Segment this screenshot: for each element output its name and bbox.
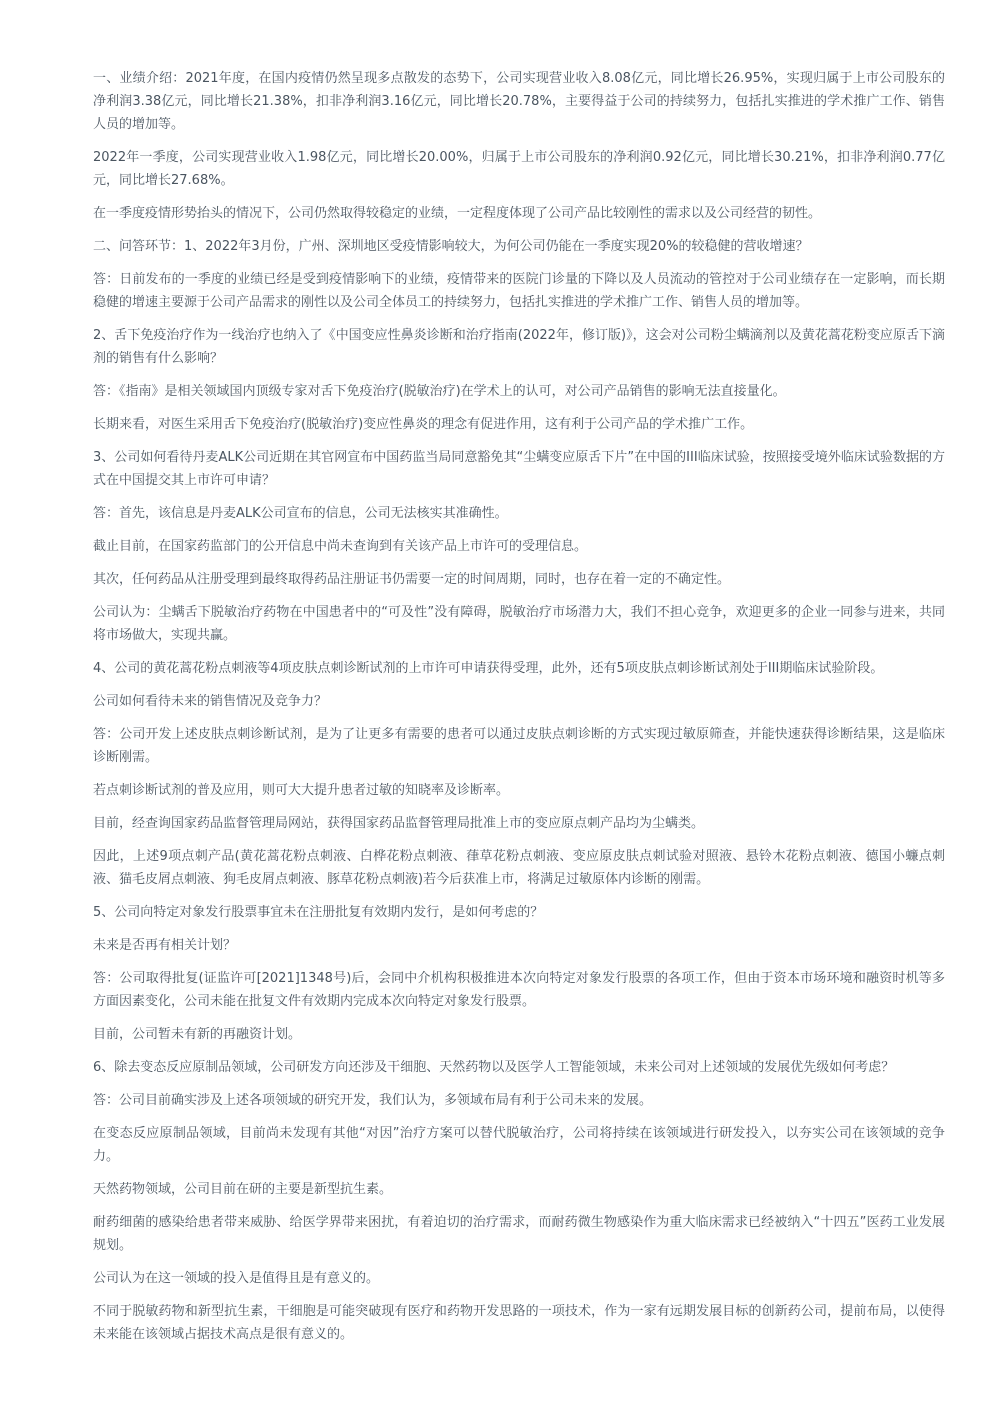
- paragraph-q1-2022-results: 2022年一季度，公司实现营业收入1.98亿元，同比增长20.00%，归属于上市公司股东的净利润0.92亿元，同比增长30.21%，扣非净利润0.77亿元，同比增长27.68%。: [93, 150, 945, 188]
- paragraph-answer-3-cont-2: 其次，任何药品从注册受理到最终取得药品注册证书仍需要一定的时间周期，同时，也存在着一定的不确定性。: [93, 572, 731, 587]
- paragraph-answer-3: 答：首先，该信息是丹麦ALK公司宣布的信息，公司无法核实其准确性。: [93, 506, 508, 521]
- document-body: [93, 67, 945, 1356]
- paragraph-answer-6-cont-5: 不同于脱敏药物和新型抗生素，干细胞是可能突破现有医疗和药物开发思路的一项技术，作为一家有远期发展目标的创新药公司，提前布局，以使得未来能在该领域占据技术高点是很有意义的。: [93, 1304, 945, 1342]
- paragraph-answer-4-cont-3: 因此，上述9项点刺产品(黄花蒿花粉点刺液、白桦花粉点刺液、葎草花粉点刺液、变应原皮肤点刺试验对照液、悬铃木花粉点刺液、德国小蠊点刺液、猫毛皮屑点刺液、狗毛皮屑点刺液、豚草花粉点刺液)若今后获准上市，将满足过敏原体内诊断的刚需。: [93, 849, 945, 887]
- paragraph-answer-6-cont-3: 耐药细菌的感染给患者带来威胁、给医学界带来困扰，有着迫切的治疗需求，而耐药微生物感染作为重大临床需求已经被纳入“十四五”医药工业发展规划。: [93, 1215, 945, 1253]
- paragraph-question-1: 二、问答环节：1、2022年3月份，广州、深圳地区受疫情影响较大，为何公司仍能在一季度实现20%的较稳健的营收增速？: [93, 239, 809, 254]
- paragraph-question-5-cont: 未来是否再有相关计划？: [93, 938, 237, 953]
- paragraph-question-6: 6、除去变态反应原制品领域，公司研发方向还涉及干细胞、天然药物以及医学人工智能领域，未来公司对上述领域的发展优先级如何考虑？: [93, 1060, 895, 1075]
- paragraph-answer-6-cont-2: 天然药物领域，公司目前在研的主要是新型抗生素。: [93, 1182, 393, 1197]
- paragraph-answer-2: 答：《指南》是相关领域国内顶级专家对舌下免疫治疗(脱敏治疗)在学术上的认可，对公司产品销售的影响无法直接量化。: [93, 384, 786, 399]
- paragraph-answer-6-cont-1: 在变态反应原制品领域，目前尚未发现有其他“对因”治疗方案可以替代脱敏治疗，公司将持续在该领域进行研发投入，以夯实公司在该领域的竞争力。: [93, 1126, 945, 1164]
- paragraph-answer-3-cont-1: 截止目前，在国家药监部门的公开信息中尚未查询到有关该产品上市许可的受理信息。: [93, 539, 588, 554]
- paragraph-answer-2-cont: 长期来看，对医生采用舌下免疫治疗(脱敏治疗)变应性鼻炎的理念有促进作用，这有利于公司产品的学术推广工作。: [93, 417, 754, 432]
- paragraph-answer-3-cont-3: 公司认为：尘螨舌下脱敏治疗药物在中国患者中的“可及性”没有障碍，脱敏治疗市场潜力大，我们不担心竞争，欢迎更多的企业一同参与进来，共同将市场做大，实现共赢。: [93, 605, 945, 643]
- paragraph-question-4-cont: 公司如何看待未来的销售情况及竞争力？: [93, 694, 328, 709]
- paragraph-performance-intro: 一、业绩介绍：2021年度，在国内疫情仍然呈现多点散发的态势下，公司实现营业收入8.08亿元，同比增长26.95%，实现归属于上市公司股东的净利润3.38亿元，同比增长21.38%，扣非净利润3.16亿元，同比增长20.78%，主要得益于公司的持续努力，包括扎实推进的学术推广工作、销售人员的增加等。: [93, 71, 945, 132]
- paragraph-question-2: 2、舌下免疫治疗作为一线治疗也纳入了《中国变应性鼻炎诊断和治疗指南(2022年，修订版)》，这会对公司粉尘螨滴剂以及黄花蒿花粉变应原舌下滴剂的销售有什么影响？: [93, 328, 945, 366]
- paragraph-answer-4-cont-2: 目前，经查询国家药品监督管理局网站，获得国家药品监督管理局批准上市的变应原点刺产品均为尘螨类。: [93, 816, 705, 831]
- paragraph-answer-4: 答：公司开发上述皮肤点刺诊断试剂，是为了让更多有需要的患者可以通过皮肤点刺诊断的方式实现过敏原筛查，并能快速获得诊断结果，这是临床诊断刚需。: [93, 727, 945, 765]
- paragraph-answer-6: 答：公司目前确实涉及上述各项领域的研究开发，我们认为，多领域布局有利于公司未来的发展。: [93, 1093, 653, 1108]
- paragraph-answer-1: 答：日前发布的一季度的业绩已经是受到疫情影响下的业绩，疫情带来的医院门诊量的下降以及人员流动的管控对于公司业绩存在一定影响，而长期稳健的增速主要源于公司产品需求的刚性以及公司全体员工的持续努力，包括扎实推进的学术推广工作、销售人员的增加等。: [93, 272, 945, 310]
- paragraph-answer-6-cont-4: 公司认为在这一领域的投入是值得且是有意义的。: [93, 1271, 380, 1286]
- paragraph-answer-5-cont: 目前，公司暂未有新的再融资计划。: [93, 1027, 302, 1042]
- paragraph-question-5: 5、公司向特定对象发行股票事宜未在注册批复有效期内发行，是如何考虑的？: [93, 905, 544, 920]
- paragraph-answer-4-cont-1: 若点刺诊断试剂的普及应用，则可大大提升患者过敏的知晓率及诊断率。: [93, 783, 510, 798]
- paragraph-resilience: 在一季度疫情形势抬头的情况下，公司仍然取得较稳定的业绩，一定程度体现了公司产品比较刚性的需求以及公司经营的韧性。: [93, 206, 822, 221]
- paragraph-answer-5: 答：公司取得批复(证监许可[2021]1348号)后，会同中介机构积极推进本次向特定对象发行股票的各项工作，但由于资本市场环境和融资时机等多方面因素变化，公司未能在批复文件有效期内完成本次向特定对象发行股票。: [93, 971, 945, 1009]
- paragraph-question-4: 4、公司的黄花蒿花粉点刺液等4项皮肤点刺诊断试剂的上市许可申请获得受理，此外，还有5项皮肤点刺诊断试剂处于III期临床试验阶段。: [93, 661, 884, 676]
- paragraph-question-3: 3、公司如何看待丹麦ALK公司近期在其官网宣布中国药监当局同意豁免其“尘螨变应原舌下片”在中国的III临床试验，按照接受境外临床试验数据的方式在中国提交其上市许可申请？: [93, 450, 945, 488]
